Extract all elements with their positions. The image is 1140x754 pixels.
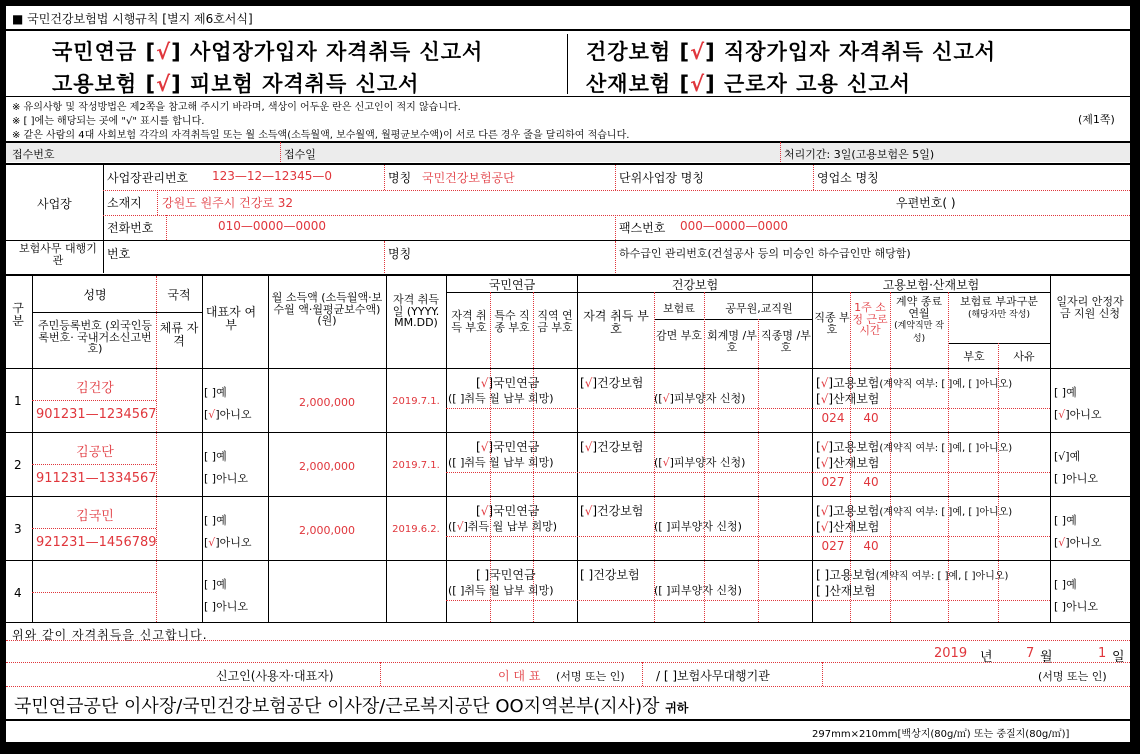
agency-name-label: 명칭 (388, 247, 412, 261)
col-e-contract: 계약 종료 연월 (계약직만 작성) (894, 295, 944, 344)
col-nationality: 국적 (167, 288, 191, 302)
title-industrial: 산재보험 [√] 근로자 고용 신고서 (586, 72, 911, 96)
agency-signer-label: / [ ]보험사무대행기관 (656, 669, 770, 683)
aid-no[interactable]: [√]아니오 (1054, 536, 1102, 549)
rep-yes[interactable]: [ ]예 (204, 578, 227, 591)
unit-workplace-label: 단위사업장 명칭 (619, 171, 704, 185)
col-job-aid: 일자리 안정자금 지원 신청 (1056, 295, 1124, 320)
declaration-text: 위와 같이 자격취득을 신고합니다. (12, 628, 208, 642)
person-name: 김건강 (76, 381, 114, 396)
dependent-request[interactable]: ([ ]피부양자 신청) (654, 520, 742, 533)
col-e-premium: 보험료 부과구분 (해당자만 작성) (960, 295, 1038, 320)
date-day: 1 (1098, 646, 1107, 661)
title-health: 건강보험 [√] 직장가입자 자격취득 신고서 (586, 40, 997, 64)
note-2: ※ [ ]에는 해당되는 곳에 "√" 표시를 합니다. (12, 116, 205, 127)
col-p-code: 자격 취득 부호 (451, 309, 487, 334)
acquisition-date: 2019.7.1. (392, 460, 440, 471)
agency-sign: (서명 또는 인) (1038, 670, 1107, 683)
group-health: 건강보험 (671, 278, 719, 292)
col-stay: 체류 자격 (159, 321, 199, 348)
dependent-request[interactable]: ([ ]피부양자 신청) (654, 584, 742, 597)
note-1: ※ 유의사항 및 작성방법은 제2쪽을 참고해 주시기 바라며, 색상이 어두운 란은 신고인이 적지 않습니다. (12, 102, 461, 113)
aid-yes[interactable]: [ ]예 (1054, 578, 1077, 591)
fax-label: 팩스번호 (619, 221, 666, 235)
employment-check[interactable]: [√]고용보험(계약직 여부: [ ]예, [ ]아니오) (816, 440, 1013, 454)
date-month-unit: 월 (1040, 650, 1053, 665)
health-check[interactable]: [ ]건강보험 (580, 568, 640, 582)
employment-check[interactable]: [ ]고용보험(계약직 여부: [ ]예, [ ]아니오) (816, 568, 1009, 582)
dependent-request[interactable]: ([√]피부양자 신청) (654, 392, 746, 405)
col-representative: 대표자 여부 (205, 305, 257, 332)
col-h-code: 자격 취득 부호 (583, 309, 649, 336)
reporter-sign: (서명 또는 인) (556, 670, 625, 683)
receipt-date-label: 접수일 (284, 148, 316, 161)
industrial-check[interactable]: [ ]산재보험 (816, 584, 876, 598)
address-value: 강원도 원주시 건강로 32 (162, 196, 294, 210)
person-rrn: 911231—1334567 (36, 471, 157, 486)
form-paper (6, 6, 1130, 742)
rep-no[interactable]: [√]아니오 (204, 408, 252, 421)
business-name-value: 국민건강보험공단 (422, 171, 515, 185)
address-label: 소재지 (107, 196, 142, 210)
col-e-reason: 사유 (1013, 350, 1035, 363)
receipt-band (6, 142, 1130, 162)
monthly-income: 2,000,000 (299, 396, 355, 409)
col-income: 월 소득액 (소득월액·보수월 액·월평균보수액) (원) (271, 291, 383, 328)
acquisition-date: 2019.7.1. (392, 396, 440, 407)
mgmt-no-value: 123—12—12345—0 (212, 169, 332, 183)
person-rrn: 921231—1456789 (36, 535, 157, 550)
reporter-label: 신고인(사용자·대표자) (216, 669, 334, 683)
pension-wish[interactable]: ([ ]취득 월 납부 희망) (448, 584, 554, 597)
aid-no[interactable]: [ ]아니오 (1054, 472, 1098, 485)
date-year-unit: 년 (980, 650, 993, 665)
fax-value: 000—0000—0000 (680, 219, 788, 233)
col-e-code: 부호 (963, 350, 985, 363)
rep-yes[interactable]: [ ]예 (204, 514, 227, 527)
receipt-number-label: 접수번호 (12, 148, 55, 161)
business-name-label: 명칭 (388, 171, 412, 185)
weekly-hours: 40 (863, 539, 879, 553)
group-pension: 국민연금 (488, 278, 536, 292)
pension-wish[interactable]: ([ ]취득 월 납부 희망) (448, 456, 554, 469)
pension-wish[interactable]: ([√]취득 월 납부 희망) (448, 520, 558, 533)
col-e-job: 직종 부호 (814, 311, 850, 336)
weekly-hours: 40 (863, 411, 879, 425)
person-rrn: 901231—1234567 (36, 407, 157, 422)
date-day-unit: 일 (1112, 650, 1125, 665)
aid-yes[interactable]: [ ]예 (1054, 514, 1077, 527)
health-check[interactable]: [√]건강보험 (580, 376, 644, 390)
col-h-reduce: 감면 부호 (656, 329, 703, 342)
job-code: 027 (821, 539, 845, 553)
health-check[interactable]: [√]건강보험 (580, 504, 644, 518)
business-section-label: 사업장 (37, 197, 72, 211)
row-number: 4 (14, 586, 22, 600)
person-name: 김공단 (76, 445, 114, 460)
row-number: 3 (14, 522, 22, 536)
sales-office-label: 영업소 명칭 (817, 171, 879, 185)
reporter-name: 이 대 표 (498, 669, 541, 683)
col-h-jobname: 직종명 /부호 (761, 329, 811, 354)
col-h-premium: 보험료 (663, 302, 695, 315)
industrial-check[interactable]: [√]산재보험 (816, 392, 880, 406)
col-name: 성명 (83, 288, 107, 302)
pension-check[interactable]: [√]국민연금 (476, 376, 540, 390)
health-check[interactable]: [√]건강보험 (580, 440, 644, 454)
acquisition-date: 2019.6.2. (392, 524, 440, 535)
pension-wish[interactable]: ([ ]취득 월 납부 희망) (448, 392, 554, 405)
industrial-check[interactable]: [√]산재보험 (816, 520, 880, 534)
employment-check[interactable]: [√]고용보험(계약직 여부: [ ]예, [ ]아니오) (816, 504, 1013, 518)
form-title-line: ■ 국민건강보험법 시행규칙 [별지 제6호서식] (12, 12, 253, 26)
aid-yes[interactable]: [√]예 (1054, 450, 1081, 463)
col-h-account: 회계명 /부호 (707, 329, 757, 354)
title-employment: 고용보험 [√] 피보험 자격취득 신고서 (52, 72, 420, 96)
page-marker: (제1쪽) (1078, 113, 1115, 126)
row-number: 2 (14, 458, 22, 472)
person-name: 김국민 (76, 509, 114, 524)
col-e-hours: 1주 소정 근로 시간 (852, 301, 888, 338)
zip-label: 우편번호( ) (896, 196, 956, 210)
note-3: ※ 같은 사람의 4대 사회보험 각각의 자격취득일 또는 월 소득액(소득월액, 보수월액, 월평균보수액)이 서로 다른 경우 줄을 달리하여 적습니다. (12, 130, 630, 141)
rep-yes[interactable]: [ ]예 (204, 450, 227, 463)
aid-no[interactable]: [ ]아니오 (1054, 600, 1098, 613)
date-month: 7 (1026, 646, 1035, 661)
row-number: 1 (14, 394, 22, 408)
col-gubun: 구분 (12, 301, 24, 328)
col-h-public: 공무원,교직원 (725, 302, 793, 315)
agency-no-label: 번호 (107, 247, 131, 261)
monthly-income: 2,000,000 (299, 460, 355, 473)
phone-label: 전화번호 (107, 221, 154, 235)
mgmt-no-label: 사업장관리번호 (107, 171, 189, 185)
recipient: 국민연금공단 이사장/국민건강보험공단 이사장/근로복지공단 OO지역본부(지사)장 귀하 (14, 696, 689, 717)
col-p-special: 특수 직종 부호 (494, 309, 530, 334)
industrial-check[interactable]: [√]산재보험 (816, 456, 880, 470)
col-rrn: 주민등록번호 (외국인등록번호· 국내거소신고번호) (37, 319, 153, 356)
employment-check[interactable]: [√]고용보험(계약직 여부: [ ]예, [ ]아니오) (816, 376, 1013, 390)
group-employment: 고용보험·산재보험 (882, 278, 980, 292)
aid-no[interactable]: [√]아니오 (1054, 408, 1102, 421)
job-code: 024 (821, 411, 845, 425)
weekly-hours: 40 (863, 475, 879, 489)
rep-no[interactable]: [ ]아니오 (204, 600, 248, 613)
col-acq-date: 자격 취득일 (YYYY. MM.DD) (392, 293, 440, 330)
title-pension: 국민연금 [√] 사업장가입자 자격취득 신고서 (52, 40, 484, 64)
pension-check[interactable]: [√]국민연금 (476, 440, 540, 454)
pension-check[interactable]: [√]국민연금 (476, 504, 540, 518)
agency-section-label: 보험사무 대행기관 (19, 242, 97, 267)
col-p-job: 직역 연금 부호 (537, 309, 573, 334)
phone-value: 010—0000—0000 (218, 219, 326, 233)
dependent-request[interactable]: ([√]피부양자 신청) (654, 456, 746, 469)
pension-check[interactable]: [ ]국민연금 (476, 568, 536, 582)
rep-yes[interactable]: [ ]예 (204, 386, 227, 399)
aid-yes[interactable]: [ ]예 (1054, 386, 1077, 399)
processing-period: 처리기간: 3일(고용보험은 5일) (784, 148, 935, 161)
subcontractor-label: 하수급인 관리번호(건설공사 등의 미승인 하수급인만 해당함) (619, 247, 911, 260)
rep-no[interactable]: [√]아니오 (204, 536, 252, 549)
date-year: 2019 (934, 646, 968, 661)
paper-size-note: 297mm×210mm[백상지(80g/㎡) 또는 중질지(80g/㎡)] (812, 729, 1070, 740)
rep-no[interactable]: [ ]아니오 (204, 472, 248, 485)
monthly-income: 2,000,000 (299, 524, 355, 537)
job-code: 027 (821, 475, 845, 489)
